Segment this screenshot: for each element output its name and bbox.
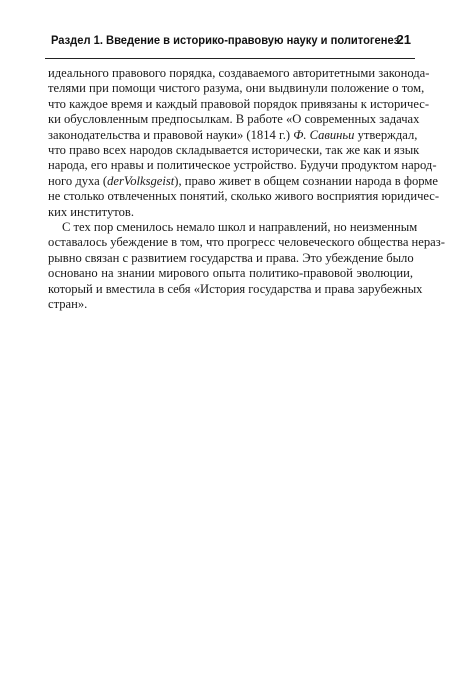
text-line: основано на знании мирового опыта политико-правовой эволюции,	[48, 266, 413, 281]
text-run: ного духа (	[48, 173, 108, 188]
text-line: оставалось убеждение в том, что прогресс человеческого общества нераз-	[48, 235, 445, 250]
running-header	[45, 28, 415, 52]
paragraph-1	[48, 66, 440, 220]
header-rule	[45, 58, 415, 59]
author-name: Ф. Савиньи	[293, 127, 355, 142]
text-line: рывно связан с развитием государства и права. Это убеждение было	[48, 250, 414, 265]
text-line: телями при помощи чистого разума, они выдвинули положение о том,	[48, 81, 425, 96]
text-line: стран».	[48, 297, 88, 312]
text-line: что право всех народов складывается исторически, так же как и язык	[48, 143, 420, 158]
section-title: Раздел 1. Введение в историко-правовую науку и политогенез	[51, 33, 400, 47]
text-run: ), право живет в общем сознании народа в форме	[174, 173, 438, 188]
text-line	[48, 173, 438, 189]
text-line: народа, его нравы и политическое устройство. Будучи продуктом народ-	[48, 158, 437, 173]
text-line	[48, 127, 418, 143]
text-line: который и вместила в себя «История государства и права зарубежных	[48, 281, 423, 296]
text-run: утверждал,	[354, 127, 418, 142]
text-line: ки обусловленным предпосылкам. В работе «О современных задачах	[48, 112, 420, 127]
text-line: С тех пор сменилось немало школ и направлений, но неизменным	[62, 220, 418, 235]
text-line: идеального правового порядка, создаваемого авторитетными законода-	[48, 66, 430, 80]
paragraph-2	[48, 220, 445, 312]
body-text	[48, 66, 445, 313]
text-run: законодательства и правовой науки» (1814 г.)	[48, 127, 294, 142]
text-line: не столько отвлеченных понятий, сколько живого восприятия юридичес-	[48, 189, 440, 204]
text-line: что каждое время и каждый правовой порядок привязаны к историчес-	[48, 96, 430, 111]
foreign-term: derVolksgeist	[107, 173, 175, 188]
text-line: ких институтов.	[48, 204, 134, 219]
page-number: 21	[396, 32, 411, 47]
